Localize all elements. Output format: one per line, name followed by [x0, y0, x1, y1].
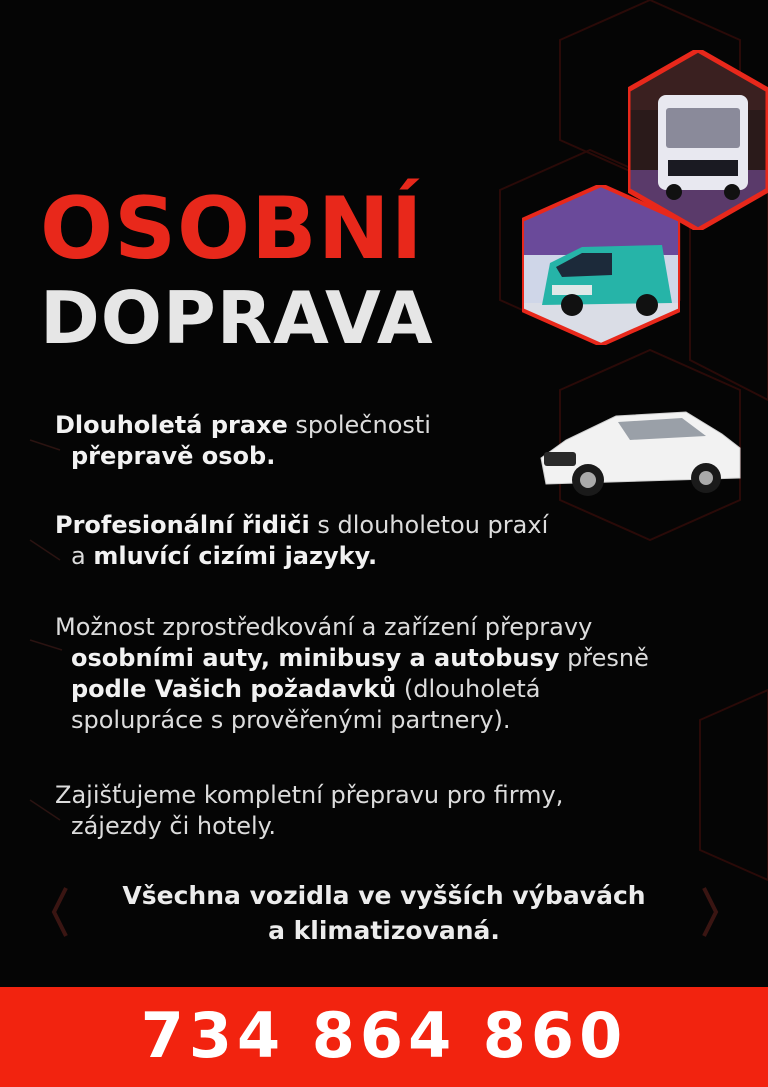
text: (dlouholetá — [396, 675, 541, 703]
text: spolupráce s prověřenými partnery). — [71, 706, 511, 734]
paragraph-line — [55, 541, 745, 572]
paragraph-line — [55, 411, 431, 439]
bold-text: podle Vašich požadavků — [71, 675, 397, 703]
text: a — [71, 542, 94, 570]
bold-text: mluvící cizími jazyky. — [93, 542, 378, 570]
bold-text: přepravě osob. — [71, 442, 276, 470]
text: společnosti — [287, 411, 431, 439]
paragraph-options — [55, 612, 745, 736]
title-line-1: OSOBNÍ — [40, 179, 424, 279]
title-line-2: DOPRAVA — [40, 276, 434, 360]
chevron-right-icon — [700, 884, 720, 940]
bold-text: osobními auty, minibusy a autobusy — [71, 644, 560, 672]
paragraph-drivers — [55, 510, 745, 572]
paragraph-line — [55, 643, 745, 674]
text: přesně — [559, 644, 649, 672]
paragraph-line — [55, 674, 745, 705]
paragraph-line — [55, 781, 563, 809]
highlight-line-2: a klimatizovaná. — [268, 916, 500, 945]
minibus-photo — [522, 185, 680, 345]
paragraph-line — [55, 811, 745, 842]
page-title — [40, 179, 434, 360]
bold-text: Dlouholetá praxe — [55, 411, 288, 439]
paragraph-line — [55, 613, 592, 641]
highlight-line-1: Všechna vozidla ve vyšších výbavách — [122, 881, 646, 910]
paragraph-line — [55, 511, 548, 539]
text: Zajišťujeme kompletní přepravu pro firmy, — [55, 781, 564, 809]
text: Možnost zprostředkování a zařízení přepravy — [55, 613, 593, 641]
paragraph-line — [55, 705, 745, 736]
paragraph-services — [55, 780, 745, 842]
text: zájezdy či hotely. — [71, 812, 277, 840]
paragraph-experience — [55, 410, 745, 472]
highlight-text — [60, 878, 708, 948]
text: s dlouholetou praxí — [309, 511, 549, 539]
paragraph-line — [55, 441, 745, 472]
phone-number[interactable]: 734 864 860 — [140, 999, 628, 1072]
bold-text: Profesionální řidiči — [55, 511, 310, 539]
